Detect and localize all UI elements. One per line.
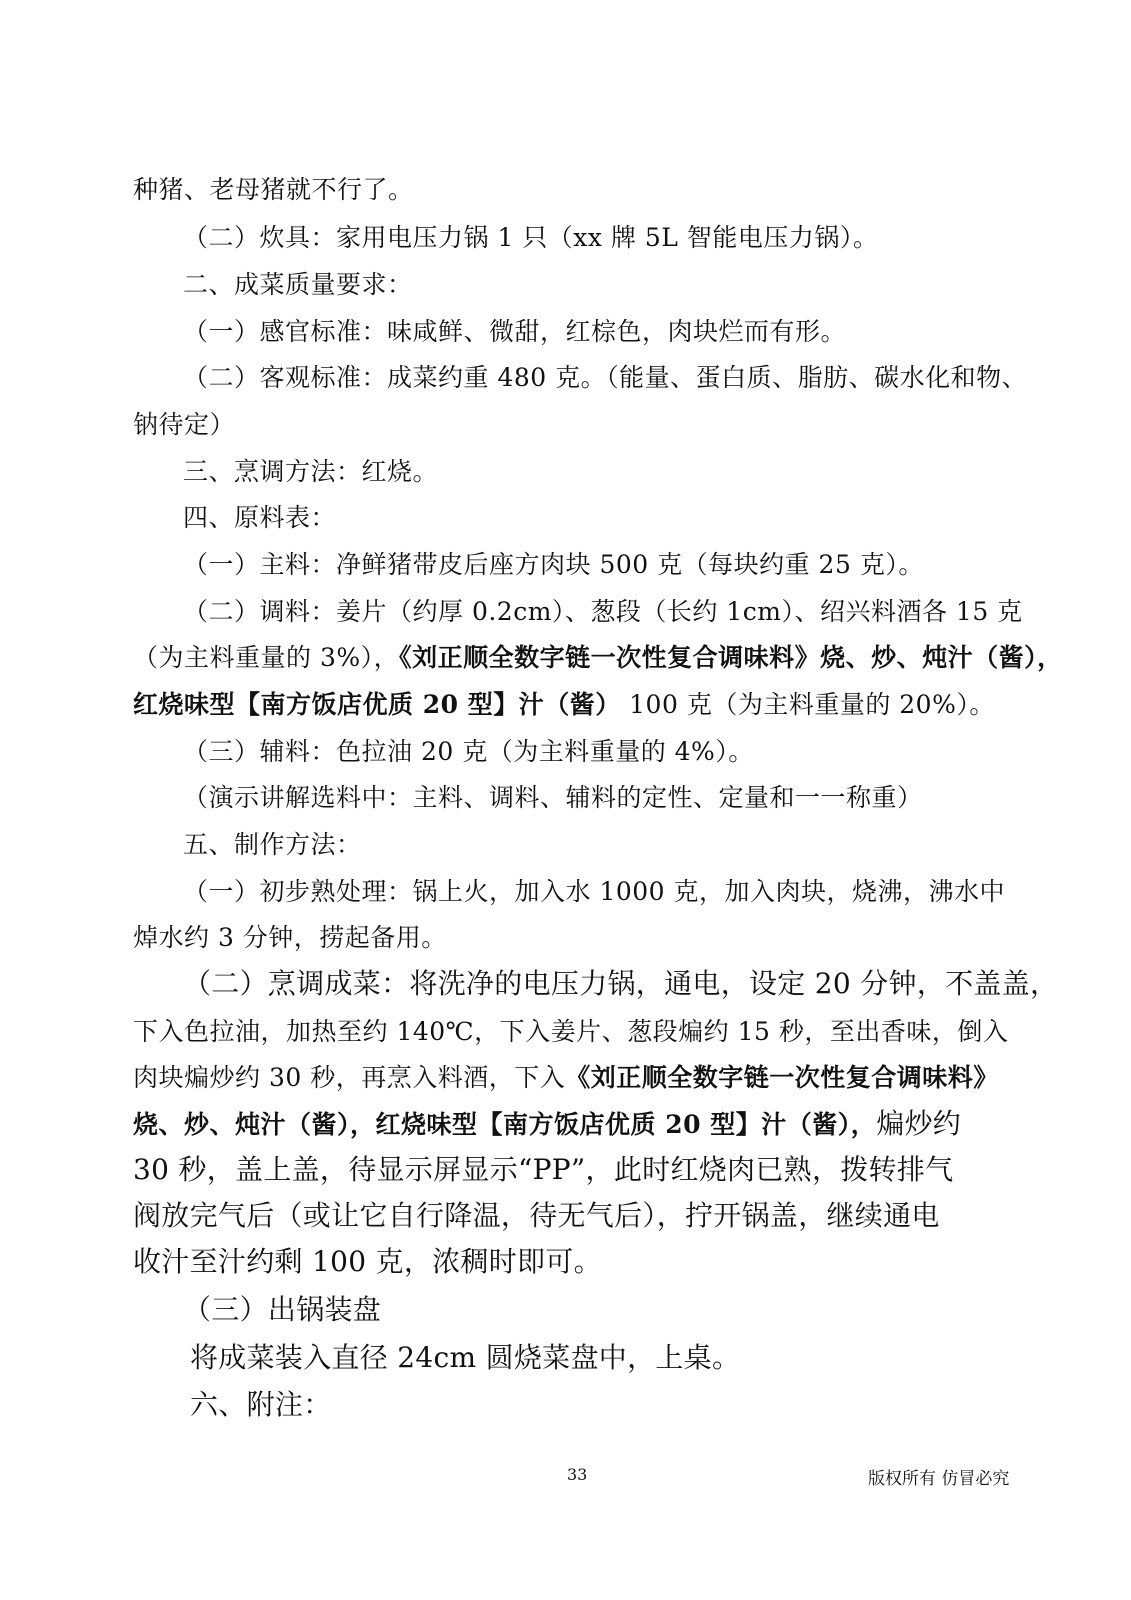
bold-text-span: 《刘正顺全数字链一次性复合调味料》烧、炒、炖汁（酱）， <box>399 643 1063 672</box>
text-line <box>133 1102 961 1142</box>
text-span: （为主料重量的 3%）， <box>133 643 400 672</box>
bold-text-span: 红烧味型【南方饭店优质 20 型】汁（酱） <box>133 690 621 719</box>
text-line <box>133 1058 999 1094</box>
text-line: 30 秒，盖上盖，待显示屏显示“PP”，此时红烧肉已熟，拨转排气 <box>133 1153 954 1186</box>
bold-text-span: 《刘正顺全数字链一次性复合调味料》 <box>565 1063 999 1092</box>
section-heading: 六、附注： <box>190 1388 332 1421</box>
text-line: 将成菜装入直径 24cm 圆烧菜盘中，上桌。 <box>190 1341 741 1374</box>
text-line: 焯水约 3 分钟，捞起备用。 <box>133 923 447 952</box>
text-line <box>133 685 995 721</box>
page-number: 33 <box>567 1465 588 1484</box>
text-line: 钠待定） <box>133 410 236 439</box>
copyright-notice: 版权所有 仿冒必究 <box>868 1469 1010 1489</box>
text-line: 下入色拉油，加热至约 140℃，下入姜片、葱段煸约 15 秒，至出香味，倒入 <box>133 1017 1009 1046</box>
text-line: （一）初步熟处理：锅上火，加入水 1000 克，加入肉块，烧沸，沸水中 <box>183 877 1006 906</box>
text-line: （二）客观标准：成菜约重 480 克。（能量、蛋白质、脂肪、碳水化和物、 <box>183 363 1028 392</box>
text-line: （演示讲解选料中：主料、调料、辅料的定性、定量和一一称重） <box>183 783 923 812</box>
text-line: （二）炊具：家用电压力锅 1 只（xx 牌 5L 智能电压力锅）。 <box>183 223 879 252</box>
section-heading: 四、原料表： <box>183 503 337 532</box>
text-line: 收汁至汁约剩 100 克，浓稠时即可。 <box>133 1245 602 1278</box>
text-line <box>133 638 1063 674</box>
text-line: 种猪、老母猪就不行了。 <box>133 175 414 204</box>
section-heading: 三、烹调方法：红烧。 <box>183 457 439 486</box>
section-heading: （三）出锅装盘 <box>183 1293 382 1326</box>
text-span: 肉块煸炒约 30 秒，再烹入料酒，下入 <box>133 1063 566 1092</box>
text-span: 100 克（为主料重量的 20%）。 <box>620 690 995 719</box>
text-line: （三）辅料：色拉油 20 克（为主料重量的 4%）。 <box>183 737 754 766</box>
text-line: （一）主料：净鲜猪带皮后座方肉块 500 克（每块约重 25 克）。 <box>183 550 924 579</box>
text-line: 阀放完气后（或让它自行降温，待无气后），拧开锅盖，继续通电 <box>133 1199 940 1232</box>
text-span: 煸炒约 <box>876 1107 962 1140</box>
text-line: （二）烹调成菜：将洗净的电压力锅，通电，设定 20 分钟，不盖盖， <box>183 967 1059 1000</box>
section-heading: 二、成菜质量要求： <box>183 270 413 299</box>
text-line: （二）调料：姜片（约厚 0.2cm）、葱段（长约 1cm）、绍兴料酒各 15 克 <box>183 597 1023 626</box>
section-heading: 五、制作方法： <box>183 830 362 859</box>
bold-text-span: 烧、炒、炖汁（酱），红烧味型【南方饭店优质 20 型】汁（酱）， <box>133 1110 877 1139</box>
text-line: （一）感官标准：味咸鲜、微甜，红棕色，肉块烂而有形。 <box>183 317 847 346</box>
